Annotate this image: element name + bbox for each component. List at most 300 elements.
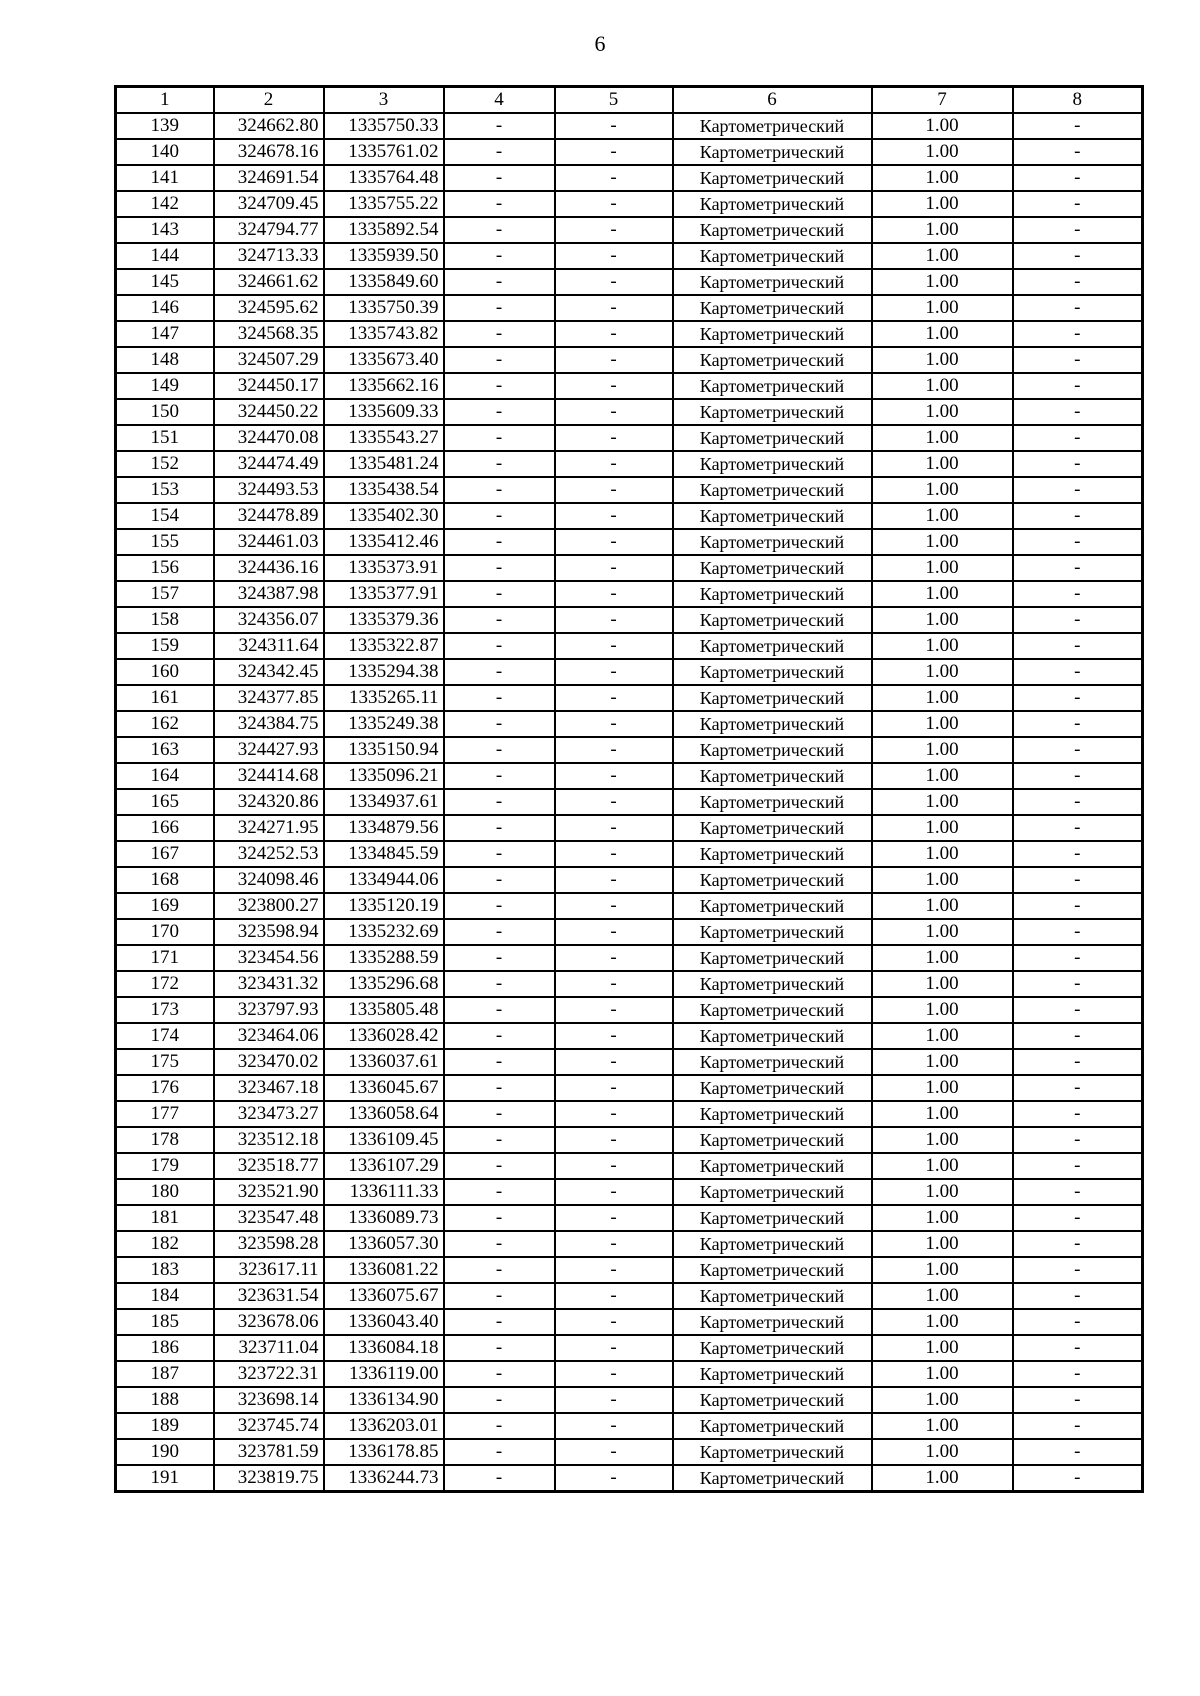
table-row: [116, 633, 1143, 659]
column-5-cell: -: [555, 165, 673, 191]
method-cell: Картометрический: [673, 165, 872, 191]
column-5-cell: -: [555, 1023, 673, 1049]
y-coordinate-cell: 1335849.60: [324, 269, 444, 295]
column-4-cell: -: [444, 1335, 555, 1361]
y-coordinate-cell: 1336037.61: [324, 1049, 444, 1075]
column-8-cell: -: [1013, 217, 1143, 243]
point-number-cell: 181: [116, 1205, 214, 1231]
y-coordinate-cell: 1335939.50: [324, 243, 444, 269]
point-number-cell: 168: [116, 867, 214, 893]
x-coordinate-cell: 324377.85: [214, 685, 324, 711]
y-coordinate-cell: 1336178.85: [324, 1439, 444, 1465]
accuracy-cell: 1.00: [872, 1387, 1013, 1413]
x-coordinate-cell: 323698.14: [214, 1387, 324, 1413]
column-8-cell: -: [1013, 269, 1143, 295]
column-5-cell: -: [555, 295, 673, 321]
point-number-cell: 147: [116, 321, 214, 347]
column-8-cell: -: [1013, 1231, 1143, 1257]
table-row: [116, 477, 1143, 503]
table-row: [116, 893, 1143, 919]
x-coordinate-cell: 323470.02: [214, 1049, 324, 1075]
column-4-cell: -: [444, 789, 555, 815]
accuracy-cell: 1.00: [872, 139, 1013, 165]
method-cell: Картометрический: [673, 1257, 872, 1283]
column-4-cell: -: [444, 763, 555, 789]
column-4-cell: -: [444, 399, 555, 425]
table-row: [116, 1439, 1143, 1465]
x-coordinate-cell: 323518.77: [214, 1153, 324, 1179]
header-cell-6: 6: [673, 87, 872, 114]
method-cell: Картометрический: [673, 997, 872, 1023]
y-coordinate-cell: 1336058.64: [324, 1101, 444, 1127]
table-row: [116, 841, 1143, 867]
column-5-cell: -: [555, 217, 673, 243]
column-4-cell: -: [444, 451, 555, 477]
y-coordinate-cell: 1335150.94: [324, 737, 444, 763]
point-number-cell: 190: [116, 1439, 214, 1465]
accuracy-cell: 1.00: [872, 165, 1013, 191]
point-number-cell: 184: [116, 1283, 214, 1309]
x-coordinate-cell: 324356.07: [214, 607, 324, 633]
y-coordinate-cell: 1335379.36: [324, 607, 444, 633]
point-number-cell: 157: [116, 581, 214, 607]
y-coordinate-cell: 1335294.38: [324, 659, 444, 685]
y-coordinate-cell: 1336244.73: [324, 1465, 444, 1492]
y-coordinate-cell: 1334944.06: [324, 867, 444, 893]
method-cell: Картометрический: [673, 685, 872, 711]
x-coordinate-cell: 324311.64: [214, 633, 324, 659]
x-coordinate-cell: 323722.31: [214, 1361, 324, 1387]
y-coordinate-cell: 1335761.02: [324, 139, 444, 165]
column-8-cell: -: [1013, 711, 1143, 737]
y-coordinate-cell: 1335438.54: [324, 477, 444, 503]
point-number-cell: 172: [116, 971, 214, 997]
y-coordinate-cell: 1336084.18: [324, 1335, 444, 1361]
column-5-cell: -: [555, 763, 673, 789]
table-row: [116, 763, 1143, 789]
table-row: [116, 243, 1143, 269]
column-8-cell: -: [1013, 841, 1143, 867]
column-8-cell: -: [1013, 685, 1143, 711]
x-coordinate-cell: 323711.04: [214, 1335, 324, 1361]
column-8-cell: -: [1013, 945, 1143, 971]
point-number-cell: 161: [116, 685, 214, 711]
table-row: [116, 581, 1143, 607]
table-row: [116, 1231, 1143, 1257]
column-8-cell: -: [1013, 1335, 1143, 1361]
method-cell: Картометрический: [673, 295, 872, 321]
y-coordinate-cell: 1336089.73: [324, 1205, 444, 1231]
column-4-cell: -: [444, 1153, 555, 1179]
x-coordinate-cell: 323631.54: [214, 1283, 324, 1309]
table-row: [116, 815, 1143, 841]
method-cell: Картометрический: [673, 373, 872, 399]
x-coordinate-cell: 324507.29: [214, 347, 324, 373]
column-8-cell: -: [1013, 1361, 1143, 1387]
accuracy-cell: 1.00: [872, 477, 1013, 503]
column-8-cell: -: [1013, 1439, 1143, 1465]
point-number-cell: 165: [116, 789, 214, 815]
x-coordinate-cell: 323598.28: [214, 1231, 324, 1257]
accuracy-cell: 1.00: [872, 1127, 1013, 1153]
x-coordinate-cell: 323473.27: [214, 1101, 324, 1127]
column-5-cell: -: [555, 503, 673, 529]
column-5-cell: -: [555, 1361, 673, 1387]
method-cell: Картометрический: [673, 425, 872, 451]
column-8-cell: -: [1013, 1127, 1143, 1153]
column-5-cell: -: [555, 1101, 673, 1127]
point-number-cell: 142: [116, 191, 214, 217]
method-cell: Картометрический: [673, 1153, 872, 1179]
table-row: [116, 607, 1143, 633]
point-number-cell: 156: [116, 555, 214, 581]
column-4-cell: -: [444, 1023, 555, 1049]
point-number-cell: 151: [116, 425, 214, 451]
y-coordinate-cell: 1336107.29: [324, 1153, 444, 1179]
column-8-cell: -: [1013, 399, 1143, 425]
column-5-cell: -: [555, 269, 673, 295]
column-8-cell: -: [1013, 243, 1143, 269]
column-8-cell: -: [1013, 1023, 1143, 1049]
table-row: [116, 1413, 1143, 1439]
column-4-cell: -: [444, 815, 555, 841]
x-coordinate-cell: 324713.33: [214, 243, 324, 269]
header-cell-4: 4: [444, 87, 555, 114]
point-number-cell: 141: [116, 165, 214, 191]
column-8-cell: -: [1013, 1387, 1143, 1413]
accuracy-cell: 1.00: [872, 373, 1013, 399]
column-4-cell: -: [444, 425, 555, 451]
column-8-cell: -: [1013, 893, 1143, 919]
accuracy-cell: 1.00: [872, 243, 1013, 269]
y-coordinate-cell: 1334879.56: [324, 815, 444, 841]
x-coordinate-cell: 323467.18: [214, 1075, 324, 1101]
x-coordinate-cell: 324252.53: [214, 841, 324, 867]
x-coordinate-cell: 324478.89: [214, 503, 324, 529]
y-coordinate-cell: 1335892.54: [324, 217, 444, 243]
column-4-cell: -: [444, 841, 555, 867]
method-cell: Картометрический: [673, 919, 872, 945]
point-number-cell: 145: [116, 269, 214, 295]
column-5-cell: -: [555, 477, 673, 503]
method-cell: Картометрический: [673, 1049, 872, 1075]
accuracy-cell: 1.00: [872, 1283, 1013, 1309]
column-8-cell: -: [1013, 1413, 1143, 1439]
point-number-cell: 171: [116, 945, 214, 971]
point-number-cell: 175: [116, 1049, 214, 1075]
column-4-cell: -: [444, 1361, 555, 1387]
x-coordinate-cell: 323617.11: [214, 1257, 324, 1283]
table-row: [116, 425, 1143, 451]
y-coordinate-cell: 1335750.39: [324, 295, 444, 321]
x-coordinate-cell: 323598.94: [214, 919, 324, 945]
point-number-cell: 177: [116, 1101, 214, 1127]
method-cell: Картометрический: [673, 659, 872, 685]
column-5-cell: -: [555, 1127, 673, 1153]
table-row: [116, 1361, 1143, 1387]
method-cell: Картометрический: [673, 607, 872, 633]
column-8-cell: -: [1013, 451, 1143, 477]
method-cell: Картометрический: [673, 971, 872, 997]
column-8-cell: -: [1013, 373, 1143, 399]
point-number-cell: 160: [116, 659, 214, 685]
y-coordinate-cell: 1335377.91: [324, 581, 444, 607]
column-4-cell: -: [444, 529, 555, 555]
accuracy-cell: 1.00: [872, 451, 1013, 477]
y-coordinate-cell: 1335120.19: [324, 893, 444, 919]
y-coordinate-cell: 1335402.30: [324, 503, 444, 529]
accuracy-cell: 1.00: [872, 1439, 1013, 1465]
accuracy-cell: 1.00: [872, 919, 1013, 945]
column-8-cell: -: [1013, 1101, 1143, 1127]
page-number: 6: [594, 31, 606, 56]
column-5-cell: -: [555, 633, 673, 659]
accuracy-cell: 1.00: [872, 1465, 1013, 1492]
table-row: [116, 971, 1143, 997]
accuracy-cell: 1.00: [872, 711, 1013, 737]
accuracy-cell: 1.00: [872, 1413, 1013, 1439]
column-4-cell: -: [444, 373, 555, 399]
x-coordinate-cell: 324709.45: [214, 191, 324, 217]
table-row: [116, 139, 1143, 165]
point-number-cell: 176: [116, 1075, 214, 1101]
x-coordinate-cell: 324470.08: [214, 425, 324, 451]
x-coordinate-cell: 324794.77: [214, 217, 324, 243]
x-coordinate-cell: 323521.90: [214, 1179, 324, 1205]
column-8-cell: -: [1013, 529, 1143, 555]
y-coordinate-cell: 1335662.16: [324, 373, 444, 399]
accuracy-cell: 1.00: [872, 321, 1013, 347]
table-row: [116, 789, 1143, 815]
y-coordinate-cell: 1336119.00: [324, 1361, 444, 1387]
method-cell: Картометрический: [673, 269, 872, 295]
accuracy-cell: 1.00: [872, 1361, 1013, 1387]
point-number-cell: 169: [116, 893, 214, 919]
table-row: [116, 529, 1143, 555]
column-4-cell: -: [444, 1049, 555, 1075]
column-5-cell: -: [555, 581, 673, 607]
x-coordinate-cell: 324320.86: [214, 789, 324, 815]
method-cell: Картометрический: [673, 1413, 872, 1439]
column-8-cell: -: [1013, 737, 1143, 763]
x-coordinate-cell: 324271.95: [214, 815, 324, 841]
point-number-cell: 143: [116, 217, 214, 243]
column-5-cell: -: [555, 1153, 673, 1179]
table-row: [116, 1023, 1143, 1049]
point-number-cell: 191: [116, 1465, 214, 1492]
column-8-cell: -: [1013, 581, 1143, 607]
accuracy-cell: 1.00: [872, 1153, 1013, 1179]
column-5-cell: -: [555, 555, 673, 581]
column-8-cell: -: [1013, 1257, 1143, 1283]
accuracy-cell: 1.00: [872, 425, 1013, 451]
column-5-cell: -: [555, 1439, 673, 1465]
header-cell-8: 8: [1013, 87, 1143, 114]
column-5-cell: -: [555, 685, 673, 711]
table-row: [116, 165, 1143, 191]
column-5-cell: -: [555, 1257, 673, 1283]
x-coordinate-cell: 323547.48: [214, 1205, 324, 1231]
y-coordinate-cell: 1336075.67: [324, 1283, 444, 1309]
column-4-cell: -: [444, 1231, 555, 1257]
accuracy-cell: 1.00: [872, 815, 1013, 841]
table-row: [116, 1153, 1143, 1179]
column-5-cell: -: [555, 1205, 673, 1231]
y-coordinate-cell: 1336043.40: [324, 1309, 444, 1335]
x-coordinate-cell: 323800.27: [214, 893, 324, 919]
column-5-cell: -: [555, 945, 673, 971]
x-coordinate-cell: 324098.46: [214, 867, 324, 893]
column-8-cell: -: [1013, 425, 1143, 451]
table-row: [116, 269, 1143, 295]
table-row: [116, 451, 1143, 477]
x-coordinate-cell: 324461.03: [214, 529, 324, 555]
method-cell: Картометрический: [673, 1439, 872, 1465]
column-8-cell: -: [1013, 919, 1143, 945]
method-cell: Картометрический: [673, 841, 872, 867]
table-row: [116, 945, 1143, 971]
table-row: [116, 1387, 1143, 1413]
point-number-cell: 158: [116, 607, 214, 633]
point-number-cell: 144: [116, 243, 214, 269]
method-cell: Картометрический: [673, 1023, 872, 1049]
y-coordinate-cell: 1334845.59: [324, 841, 444, 867]
column-8-cell: -: [1013, 477, 1143, 503]
method-cell: Картометрический: [673, 217, 872, 243]
column-8-cell: -: [1013, 607, 1143, 633]
table-row: [116, 1465, 1143, 1492]
point-number-cell: 162: [116, 711, 214, 737]
column-5-cell: -: [555, 867, 673, 893]
accuracy-cell: 1.00: [872, 1309, 1013, 1335]
point-number-cell: 152: [116, 451, 214, 477]
column-8-cell: -: [1013, 1075, 1143, 1101]
x-coordinate-cell: 324493.53: [214, 477, 324, 503]
column-5-cell: -: [555, 1283, 673, 1309]
accuracy-cell: 1.00: [872, 113, 1013, 139]
table-row: [116, 737, 1143, 763]
column-8-cell: -: [1013, 1205, 1143, 1231]
column-5-cell: -: [555, 815, 673, 841]
method-cell: Картометрический: [673, 139, 872, 165]
column-4-cell: -: [444, 1439, 555, 1465]
column-8-cell: -: [1013, 165, 1143, 191]
table-row: [116, 1257, 1143, 1283]
method-cell: Картометрический: [673, 1283, 872, 1309]
accuracy-cell: 1.00: [872, 737, 1013, 763]
y-coordinate-cell: 1335249.38: [324, 711, 444, 737]
y-coordinate-cell: 1335609.33: [324, 399, 444, 425]
point-number-cell: 146: [116, 295, 214, 321]
method-cell: Картометрический: [673, 1179, 872, 1205]
column-4-cell: -: [444, 1205, 555, 1231]
header-cell-7: 7: [872, 87, 1013, 114]
table-row: [116, 659, 1143, 685]
method-cell: Картометрический: [673, 815, 872, 841]
table-row: [116, 1101, 1143, 1127]
column-8-cell: -: [1013, 1465, 1143, 1492]
table-row: [116, 1283, 1143, 1309]
column-4-cell: -: [444, 1075, 555, 1101]
accuracy-cell: 1.00: [872, 217, 1013, 243]
x-coordinate-cell: 323797.93: [214, 997, 324, 1023]
point-number-cell: 179: [116, 1153, 214, 1179]
column-4-cell: -: [444, 113, 555, 139]
accuracy-cell: 1.00: [872, 945, 1013, 971]
method-cell: Картометрический: [673, 243, 872, 269]
column-8-cell: -: [1013, 1049, 1143, 1075]
table-row: [116, 191, 1143, 217]
table-row: [116, 399, 1143, 425]
column-8-cell: -: [1013, 295, 1143, 321]
column-5-cell: -: [555, 529, 673, 555]
accuracy-cell: 1.00: [872, 529, 1013, 555]
table-row: [116, 919, 1143, 945]
method-cell: Картометрический: [673, 113, 872, 139]
y-coordinate-cell: 1336081.22: [324, 1257, 444, 1283]
point-number-cell: 148: [116, 347, 214, 373]
column-4-cell: -: [444, 581, 555, 607]
column-8-cell: -: [1013, 971, 1143, 997]
column-4-cell: -: [444, 269, 555, 295]
point-number-cell: 140: [116, 139, 214, 165]
column-5-cell: -: [555, 113, 673, 139]
x-coordinate-cell: 324568.35: [214, 321, 324, 347]
column-8-cell: -: [1013, 503, 1143, 529]
x-coordinate-cell: 323678.06: [214, 1309, 324, 1335]
column-5-cell: -: [555, 139, 673, 165]
method-cell: Картометрический: [673, 503, 872, 529]
column-5-cell: -: [555, 607, 673, 633]
column-5-cell: -: [555, 1231, 673, 1257]
column-4-cell: -: [444, 347, 555, 373]
column-4-cell: -: [444, 243, 555, 269]
coordinates-table: [114, 85, 1144, 1493]
table-row: [116, 321, 1143, 347]
point-number-cell: 163: [116, 737, 214, 763]
column-5-cell: -: [555, 399, 673, 425]
column-4-cell: -: [444, 711, 555, 737]
column-4-cell: -: [444, 1309, 555, 1335]
method-cell: Картометрический: [673, 529, 872, 555]
y-coordinate-cell: 1335265.11: [324, 685, 444, 711]
accuracy-cell: 1.00: [872, 1231, 1013, 1257]
accuracy-cell: 1.00: [872, 555, 1013, 581]
point-number-cell: 174: [116, 1023, 214, 1049]
column-5-cell: -: [555, 191, 673, 217]
point-number-cell: 149: [116, 373, 214, 399]
x-coordinate-cell: 324474.49: [214, 451, 324, 477]
accuracy-cell: 1.00: [872, 841, 1013, 867]
y-coordinate-cell: 1336045.67: [324, 1075, 444, 1101]
column-5-cell: -: [555, 425, 673, 451]
method-cell: Картометрический: [673, 789, 872, 815]
column-5-cell: -: [555, 373, 673, 399]
y-coordinate-cell: 1334937.61: [324, 789, 444, 815]
x-coordinate-cell: 324427.93: [214, 737, 324, 763]
column-8-cell: -: [1013, 347, 1143, 373]
column-5-cell: -: [555, 1309, 673, 1335]
header-cell-2: 2: [214, 87, 324, 114]
point-number-cell: 182: [116, 1231, 214, 1257]
point-number-cell: 164: [116, 763, 214, 789]
accuracy-cell: 1.00: [872, 971, 1013, 997]
column-4-cell: -: [444, 295, 555, 321]
accuracy-cell: 1.00: [872, 399, 1013, 425]
column-5-cell: -: [555, 1075, 673, 1101]
column-4-cell: -: [444, 1413, 555, 1439]
column-5-cell: -: [555, 971, 673, 997]
